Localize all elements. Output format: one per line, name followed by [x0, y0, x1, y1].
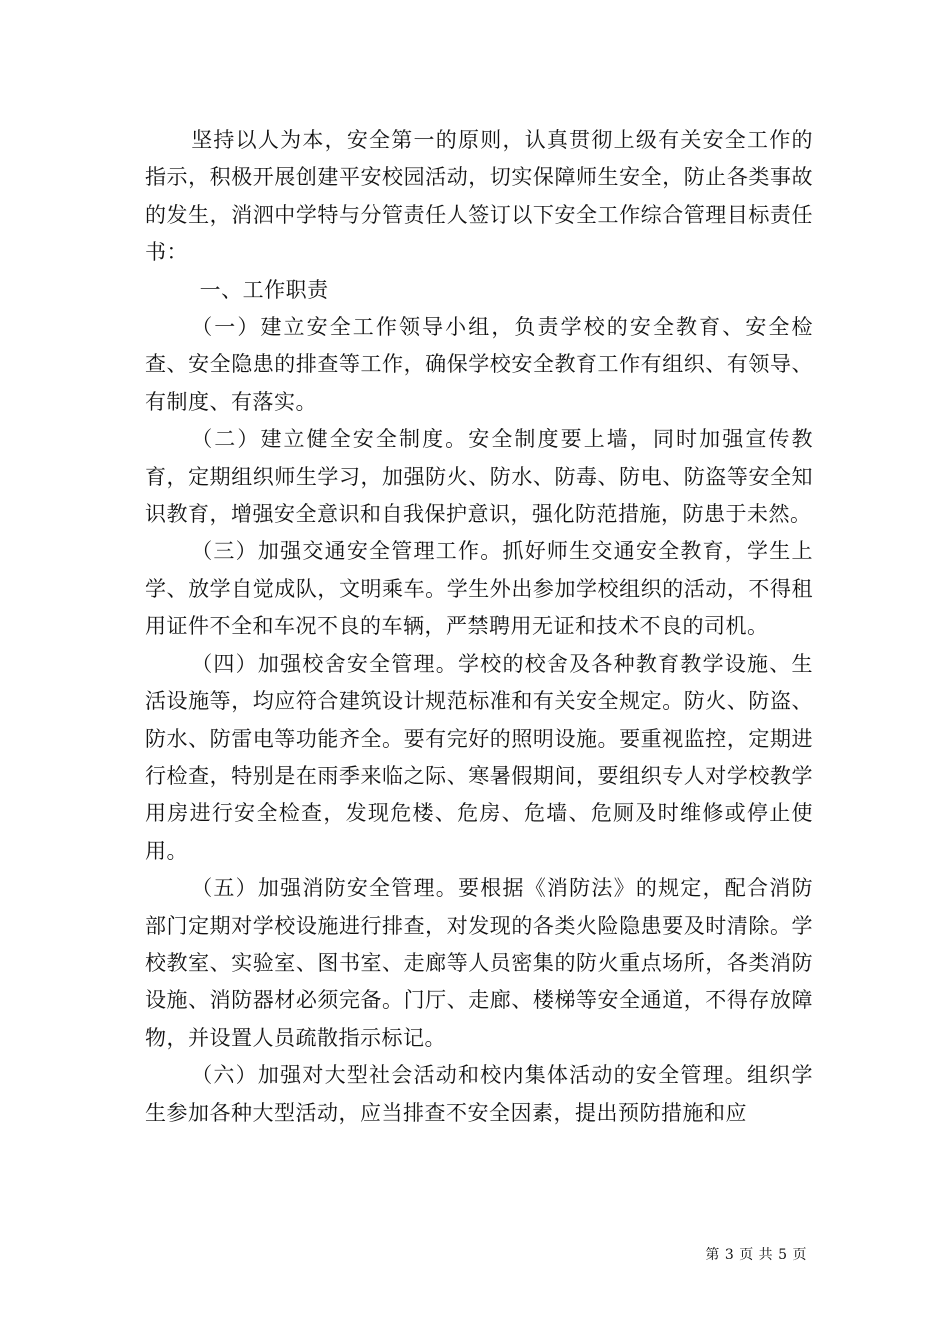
paragraph-item-5: （五）加强消防安全管理。要根据《消防法》的规定，配合消防部门定期对学校设施进行排查，对发现的各类火险隐患要及时清除。学校教室、实验室、图书室、走廊等人员密集的防火重点场所，各类消防设施、消防器材必须完备。门厅、走廊、楼梯等安全通道，不得存放障物，并设置人员疏散指示标记。	[145, 876, 813, 1050]
paragraph-item-1: （一）建立安全工作领导小组，负责学校的安全教育、安全检查、安全隐患的排查等工作，确保学校安全教育工作有组织、有领导、有制度、有落实。	[145, 315, 813, 414]
paragraph-item-6: （六）加强对大型社会活动和校内集体活动的安全管理。组织学生参加各种大型活动，应当排查不安全因素，提出预防措施和应	[145, 1063, 813, 1125]
document-body	[145, 122, 813, 1132]
page-number-footer: 第 3 页 共 5 页	[705, 1247, 807, 1263]
paragraph-item-4: （四）加强校舍安全管理。学校的校舍及各种教育教学设施、生活设施等，均应符合建筑设计规范标准和有关安全规定。防火、防盗、防水、防雷电等功能齐全。要有完好的照明设施。要重视监控，定期进行检查，特别是在雨季来临之际、寒暑假期间，要组织专人对学校教学用房进行安全检查，发现危楼、危房、危墙、危厕及时维修或停止使用。	[145, 651, 813, 863]
section-heading-work-duties: 一、工作职责	[199, 277, 329, 302]
paragraph-item-2: （二）建立健全安全制度。安全制度要上墙，同时加强宣传教育，定期组织师生学习，加强防火、防水、防毒、防电、防盗等安全知识教育，增强安全意识和自我保护意识，强化防范措施，防患于未然。	[145, 427, 813, 527]
paragraph-item-3: （三）加强交通安全管理工作。抓好师生交通安全教育，学生上学、放学自觉成队，文明乘车。学生外出参加学校组织的活动，不得租用证件不全和车况不良的车辆，严禁聘用无证和技术不良的司机。	[145, 539, 813, 639]
paragraph-intro: 坚持以人为本，安全第一的原则，认真贯彻上级有关安全工作的指示，积极开展创建平安校园活动，切实保障师生安全，防止各类事故的发生，消泗中学特与分管责任人签订以下安全工作综合管理目标责任书：	[145, 128, 813, 265]
